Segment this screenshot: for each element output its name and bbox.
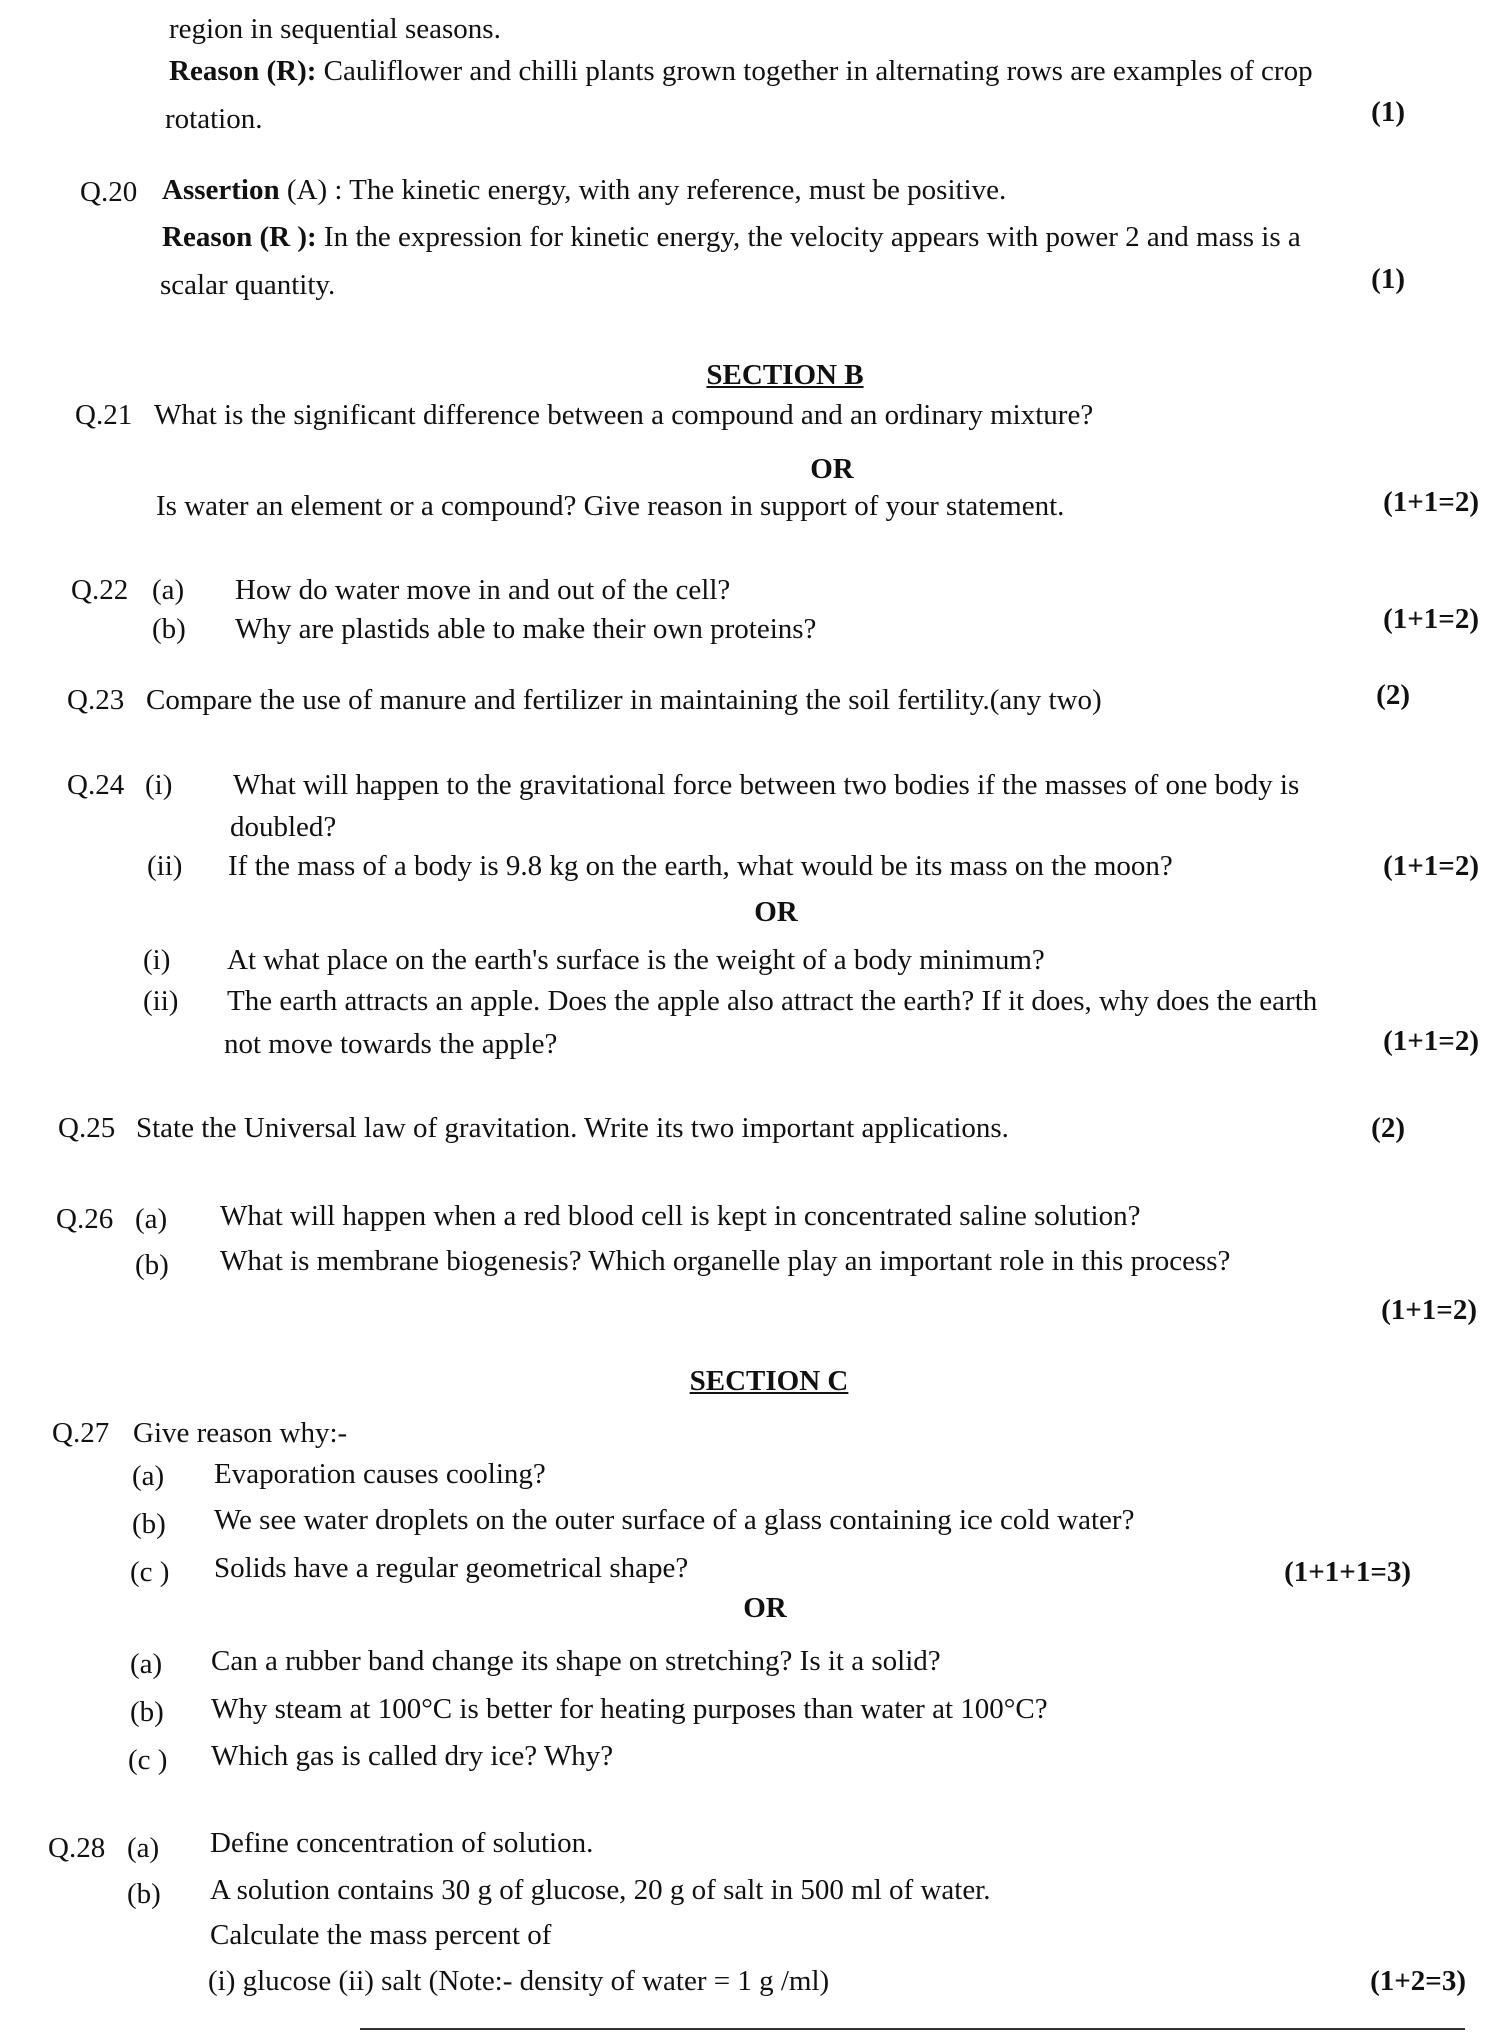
q28-marks: (1+2=3)	[1370, 1965, 1466, 1997]
q21-or: OR	[810, 453, 854, 485]
reason-label: Reason (R ):	[162, 221, 317, 253]
q23-text: Compare the use of manure and fertilizer in maintaining the soil fertility.(any two)	[146, 684, 1102, 716]
q28-b-label: (b)	[127, 1878, 161, 1910]
q23-marks: (2)	[1376, 679, 1410, 711]
q22-marks: (1+1=2)	[1383, 603, 1479, 635]
q19-reason-cont: rotation.	[165, 103, 263, 135]
q26-b: What is membrane biogenesis? Which organelle play an important role in this process?	[220, 1245, 1231, 1277]
q24-alt-ii-cont: not move towards the apple?	[224, 1028, 558, 1060]
q21-number: Q.21	[75, 399, 133, 431]
q28-b-cont1: Calculate the mass percent of	[210, 1919, 552, 1951]
q20-number: Q.20	[80, 176, 138, 208]
reason-label: Reason (R):	[169, 55, 317, 87]
assertion-label: Assertion	[162, 174, 280, 206]
q22-b: Why are plastids able to make their own proteins?	[235, 613, 817, 645]
q25-marks: (2)	[1371, 1112, 1405, 1144]
q21-alt: Is water an element or a compound? Give reason in support of your statement.	[156, 490, 1065, 522]
q24-i-cont: doubled?	[230, 811, 337, 843]
q25-number: Q.25	[58, 1112, 116, 1144]
section-c-heading: SECTION C	[689, 1365, 849, 1397]
q27-alt-b-label: (b)	[130, 1696, 164, 1728]
q24-ii-label: (ii)	[147, 850, 183, 882]
q21-marks: (1+1=2)	[1383, 486, 1479, 518]
q19-reason	[169, 54, 1313, 88]
q28-a: Define concentration of solution.	[210, 1827, 594, 1859]
q22-number: Q.22	[71, 574, 129, 606]
q22-a: How do water move in and out of the cell?	[235, 574, 731, 606]
q24-alt-i-label: (i)	[143, 944, 171, 976]
q26-number: Q.26	[56, 1203, 114, 1235]
q27-number: Q.27	[52, 1417, 110, 1449]
q19-assertion-cont: region in sequential seasons.	[169, 13, 501, 45]
q24-alt-ii-label: (ii)	[143, 985, 179, 1017]
q27-alt-c-label: (c )	[128, 1744, 168, 1776]
q26-a-label: (a)	[135, 1203, 168, 1235]
q27-c: Solids have a regular geometrical shape?	[214, 1552, 689, 1584]
q27-a: Evaporation causes cooling?	[214, 1458, 546, 1490]
q24-marks: (1+1=2)	[1383, 850, 1479, 882]
q24-ii: If the mass of a body is 9.8 kg on the earth, what would be its mass on the moon?	[228, 850, 1173, 882]
q28-number: Q.28	[48, 1832, 106, 1864]
q24-i-label: (i)	[145, 769, 173, 801]
section-b-heading: SECTION B	[706, 359, 864, 391]
q24-number: Q.24	[67, 769, 125, 801]
bottom-rule	[360, 2028, 1465, 2030]
q20-reason-cont: scalar quantity.	[160, 269, 336, 301]
q22-a-label: (a)	[152, 574, 185, 606]
q21-text: What is the significant difference between a compound and an ordinary mixture?	[154, 399, 1094, 431]
q22-b-label: (b)	[152, 613, 186, 645]
q27-text: Give reason why:-	[133, 1417, 348, 1449]
q28-b: A solution contains 30 g of glucose, 20 g of salt in 500 ml of water.	[210, 1874, 991, 1906]
q25-text: State the Universal law of gravitation. Write its two important applications.	[136, 1112, 1009, 1144]
q26-a: What will happen when a red blood cell is kept in concentrated saline solution?	[220, 1200, 1141, 1232]
q27-a-label: (a)	[132, 1460, 165, 1492]
q27-alt-a-label: (a)	[130, 1648, 163, 1680]
q27-b: We see water droplets on the outer surface of a glass containing ice cold water?	[214, 1504, 1135, 1536]
q26-marks: (1+1=2)	[1381, 1294, 1477, 1326]
q27-alt-b: Why steam at 100°C is better for heating purposes than water at 100°C?	[211, 1693, 1048, 1725]
q27-or: OR	[743, 1592, 787, 1624]
q28-b-cont2: (i) glucose (ii) salt (Note:- density of water = 1 g /ml)	[208, 1965, 830, 1997]
q26-b-label: (b)	[135, 1249, 169, 1281]
q23-number: Q.23	[67, 684, 125, 716]
q19-marks: (1)	[1371, 96, 1405, 128]
q27-alt-c: Which gas is called dry ice? Why?	[211, 1740, 614, 1772]
q24-i: What will happen to the gravitational force between two bodies if the masses of one body is	[233, 769, 1300, 801]
reason-text: Cauliflower and chilli plants grown together in alternating rows are examples of crop	[316, 55, 1313, 87]
q20-marks: (1)	[1371, 263, 1405, 295]
q27-alt-a: Can a rubber band change its shape on stretching? Is it a solid?	[211, 1645, 941, 1677]
assertion-text: (A) : The kinetic energy, with any reference, must be positive.	[279, 174, 1007, 206]
q24-alt-i: At what place on the earth's surface is the weight of a body minimum?	[227, 944, 1045, 976]
q20-reason	[162, 220, 1301, 254]
q27-b-label: (b)	[132, 1508, 166, 1540]
reason-text: In the expression for kinetic energy, the velocity appears with power 2 and mass is a	[316, 221, 1301, 253]
q20-assertion	[162, 173, 1006, 207]
q24-alt-marks: (1+1=2)	[1383, 1025, 1479, 1057]
q27-c-label: (c )	[130, 1556, 170, 1588]
q24-or: OR	[754, 896, 798, 928]
q24-alt-ii: The earth attracts an apple. Does the apple also attract the earth? If it does, why does the earth	[227, 985, 1318, 1017]
q28-a-label: (a)	[127, 1832, 160, 1864]
q27-marks: (1+1+1=3)	[1284, 1556, 1411, 1588]
